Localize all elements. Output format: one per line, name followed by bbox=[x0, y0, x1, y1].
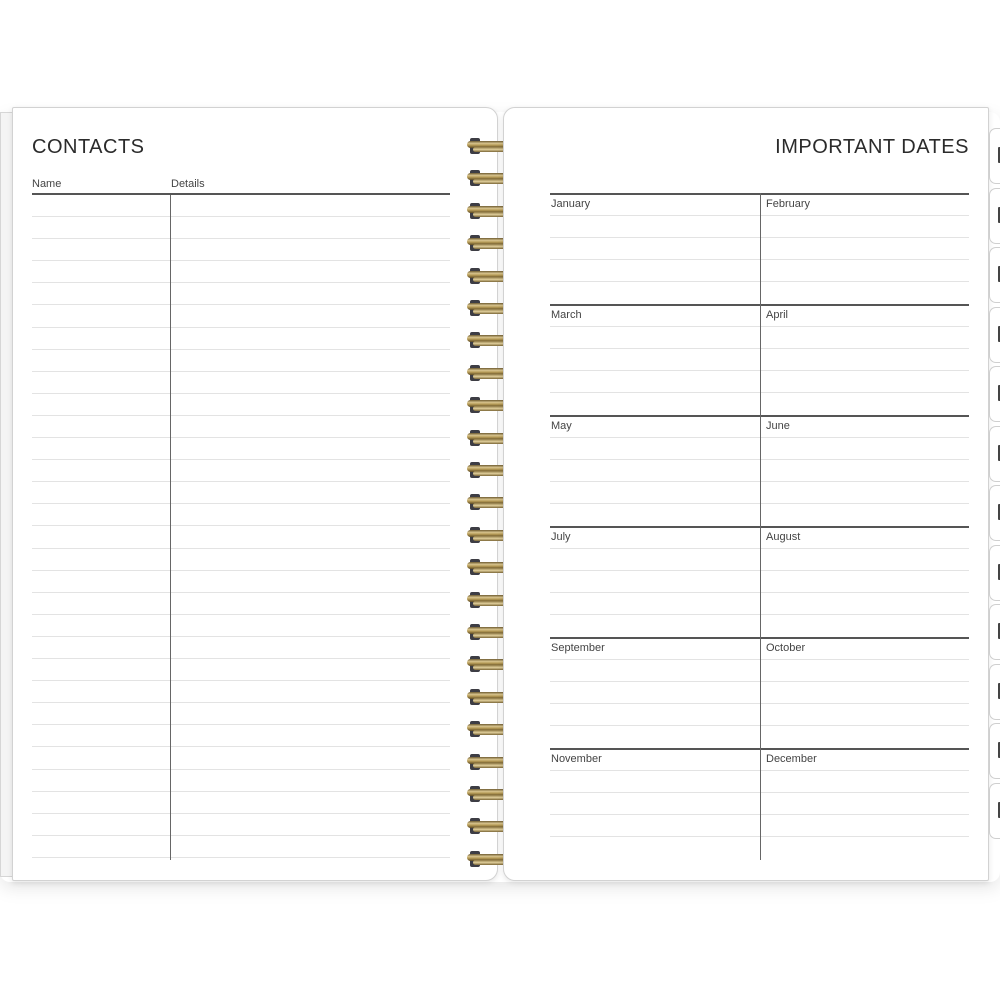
contacts-rule-line[interactable] bbox=[32, 216, 450, 217]
contacts-rule-line[interactable] bbox=[32, 349, 450, 350]
contacts-rule-line[interactable] bbox=[32, 658, 450, 659]
month-tab[interactable] bbox=[989, 604, 1000, 660]
month-label-january: January bbox=[551, 198, 591, 210]
contacts-rule-line[interactable] bbox=[32, 481, 450, 482]
contacts-rule-line[interactable] bbox=[32, 570, 450, 571]
contacts-rule-line[interactable] bbox=[32, 415, 450, 416]
contacts-rule-line[interactable] bbox=[32, 857, 450, 858]
contacts-page bbox=[12, 107, 498, 881]
contacts-rule-line[interactable] bbox=[32, 459, 450, 460]
month-tab[interactable] bbox=[989, 545, 1000, 601]
contacts-rule-line[interactable] bbox=[32, 371, 450, 372]
month-tab[interactable] bbox=[989, 366, 1000, 422]
contacts-rule-line[interactable] bbox=[32, 791, 450, 792]
month-tab[interactable] bbox=[989, 723, 1000, 779]
contacts-rule-line[interactable] bbox=[32, 614, 450, 615]
name-column-header: Name bbox=[32, 178, 62, 190]
contacts-column-divider bbox=[170, 195, 171, 860]
contacts-rule-line[interactable] bbox=[32, 769, 450, 770]
important-dates-title: IMPORTANT DATES bbox=[775, 136, 969, 158]
month-label-may: May bbox=[551, 420, 572, 432]
contacts-rule-line[interactable] bbox=[32, 327, 450, 328]
contacts-rule-line[interactable] bbox=[32, 636, 450, 637]
contacts-rule-line[interactable] bbox=[32, 592, 450, 593]
month-label-june: June bbox=[766, 420, 790, 432]
month-tab[interactable] bbox=[989, 485, 1000, 541]
month-label-august: August bbox=[766, 531, 801, 543]
month-label-march: March bbox=[551, 309, 582, 321]
contacts-rule-line[interactable] bbox=[32, 304, 450, 305]
contacts-rule-line[interactable] bbox=[32, 813, 450, 814]
month-tab[interactable] bbox=[989, 783, 1000, 839]
contacts-rule-line[interactable] bbox=[32, 503, 450, 504]
contacts-rule-line[interactable] bbox=[32, 260, 450, 261]
month-label-september: September bbox=[551, 642, 605, 654]
contacts-rule-line[interactable] bbox=[32, 525, 450, 526]
month-tab[interactable] bbox=[989, 188, 1000, 244]
details-column-header: Details bbox=[171, 178, 205, 190]
month-label-november: November bbox=[551, 753, 602, 765]
contacts-rule-line[interactable] bbox=[32, 238, 450, 239]
month-tab[interactable] bbox=[989, 426, 1000, 482]
month-tab[interactable] bbox=[989, 664, 1000, 720]
month-label-february: February bbox=[766, 198, 811, 210]
contacts-rule-line[interactable] bbox=[32, 548, 450, 549]
contacts-rule-line[interactable] bbox=[32, 746, 450, 747]
contacts-rule-line[interactable] bbox=[32, 724, 450, 725]
month-label-july: July bbox=[551, 531, 571, 543]
month-tab[interactable] bbox=[989, 247, 1000, 303]
contacts-title: CONTACTS bbox=[32, 136, 145, 158]
month-label-april: April bbox=[766, 309, 789, 321]
contacts-header-rule bbox=[32, 193, 450, 195]
contacts-rule-line[interactable] bbox=[32, 437, 450, 438]
contacts-rule-line[interactable] bbox=[32, 393, 450, 394]
month-tab[interactable] bbox=[989, 307, 1000, 363]
contacts-rule-line[interactable] bbox=[32, 680, 450, 681]
month-tab[interactable] bbox=[989, 128, 1000, 184]
contacts-rule-line[interactable] bbox=[32, 282, 450, 283]
month-label-december: December bbox=[766, 753, 817, 765]
month-label-october: October bbox=[766, 642, 806, 654]
contacts-rule-line[interactable] bbox=[32, 702, 450, 703]
months-column-divider bbox=[760, 193, 761, 860]
contacts-rule-line[interactable] bbox=[32, 835, 450, 836]
